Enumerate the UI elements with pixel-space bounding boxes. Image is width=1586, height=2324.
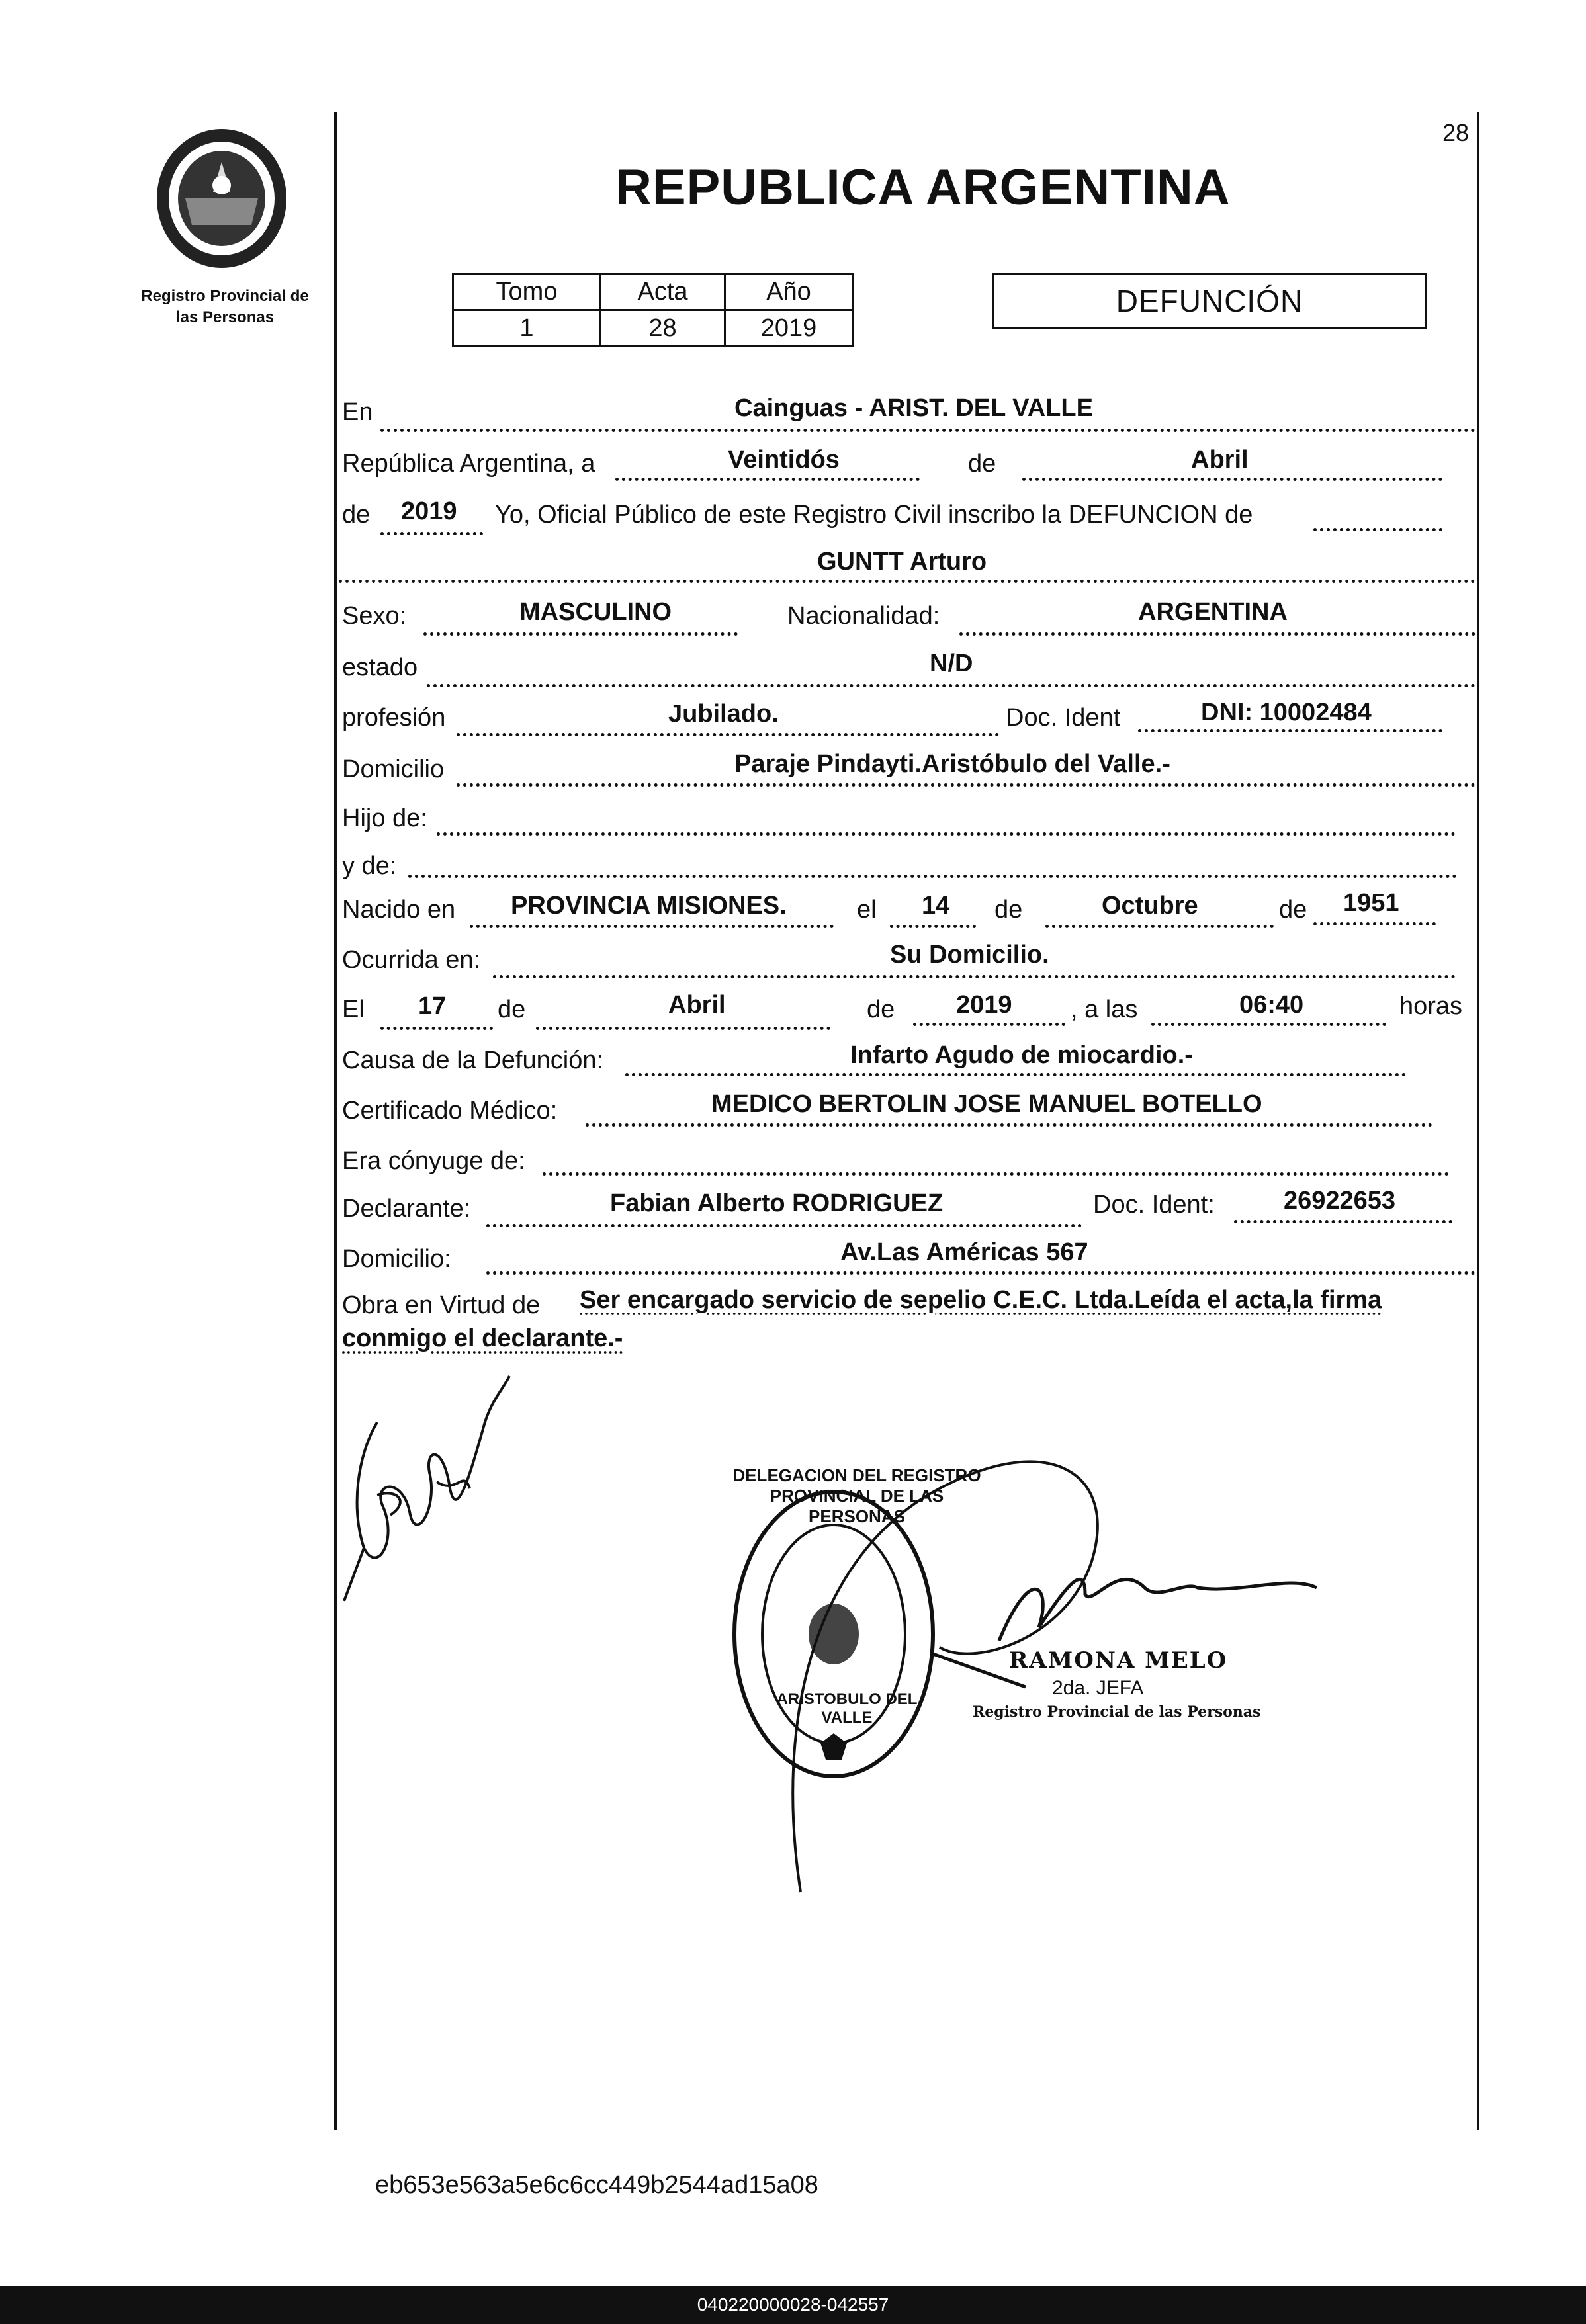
nacido-de2-label: de: [1279, 896, 1307, 924]
obra-value-line2: conmigo el declarante.-: [342, 1324, 623, 1352]
alas-label: , a las: [1071, 996, 1138, 1023]
obra-value-line1: Ser encargado servicio de sepelio C.E.C. Ltda.Leída el acta,la firma: [580, 1286, 1382, 1314]
nombre-dots: [339, 580, 1476, 583]
doc-ident-label: Doc. Ident: [1006, 704, 1121, 732]
horas-label: horas: [1399, 992, 1463, 1020]
footer-code: 040220000028-042557: [697, 2294, 889, 2315]
official-name: RAMONA MELO: [1009, 1647, 1228, 1674]
conyuge-label: Era cónyuge de:: [342, 1147, 525, 1175]
fallec-mes-dots: [536, 1027, 830, 1030]
province-seal-logo: [152, 126, 291, 271]
causa-label: Causa de la Defunción:: [342, 1047, 604, 1074]
nacido-value: PROVINCIA MISIONES.: [511, 892, 787, 920]
estado-value: N/D: [930, 650, 973, 677]
el2-label: El: [342, 996, 365, 1023]
ocurrida-dots: [493, 975, 1456, 978]
domicilio-value: Paraje Pindayti.Aristóbulo del Valle.-: [734, 750, 1170, 778]
page-number: 28: [1442, 119, 1470, 146]
doc-ident-value: DNI: 10002484: [1201, 699, 1372, 726]
hijo-dots: [437, 832, 1456, 836]
nacido-dia: 14: [922, 892, 950, 920]
dia-dots: [615, 478, 920, 481]
registry-label: [119, 286, 331, 328]
doc-ident2-dots: [1234, 1220, 1452, 1223]
ocurrida-value: Su Domicilio.: [890, 941, 1049, 968]
yde-dots: [408, 875, 1457, 878]
domicilio2-label: Domicilio:: [342, 1245, 451, 1273]
record-table: [452, 273, 854, 347]
anio-label: de: [342, 501, 371, 529]
obra-label: Obra en Virtud de: [342, 1291, 541, 1319]
inscribo-text: Yo, Oficial Público de este Registro Civil inscribo la DEFUNCION de: [495, 501, 1253, 529]
sexo-value: MASCULINO: [519, 598, 672, 626]
record-table-header: Tomo: [453, 274, 601, 310]
nombre-value: GUNTT Arturo: [817, 548, 987, 576]
certificado-dots: [586, 1123, 1432, 1127]
profesion-label: profesión: [342, 704, 446, 732]
en-value: Cainguas - ARIST. DEL VALLE: [734, 394, 1093, 422]
document-hash: eb653e563a5e6c6cc449b2544ad15a08: [375, 2171, 818, 2199]
nacido-mes-dots: [1045, 925, 1274, 928]
official-role: 2da. JEFA: [1052, 1677, 1144, 1699]
record-table-cell: 2019: [725, 310, 853, 347]
record-table-cell: 28: [601, 310, 725, 347]
record-table-cell: 1: [453, 310, 601, 347]
nacionalidad-dots: [959, 632, 1476, 636]
fallec-dia-dots: [380, 1027, 493, 1030]
nacionalidad-value: ARGENTINA: [1138, 598, 1288, 626]
nacido-el-label: el: [857, 896, 877, 924]
fallec-dia: 17: [418, 992, 447, 1020]
inscribo-dots: [1313, 528, 1442, 531]
mes-dots: [1022, 478, 1442, 481]
estado-dots: [427, 684, 1476, 687]
dia-value: Veintidós: [728, 446, 840, 474]
page-title: REPUBLICA ARGENTINA: [615, 159, 1231, 216]
stamp-inner-text: ARISTOBULO DEL VALLE: [776, 1690, 918, 1727]
registry-label-line2: las Personas: [175, 308, 275, 326]
conyuge-dots: [543, 1172, 1449, 1176]
doc-ident2-value: 26922653: [1284, 1187, 1396, 1215]
de-label: de: [968, 450, 996, 478]
declarante-label: Declarante:: [342, 1195, 471, 1223]
official-org: Registro Provincial de las Personas: [973, 1703, 1261, 1721]
causa-value: Infarto Agudo de miocardio.-: [850, 1041, 1193, 1069]
causa-dots: [625, 1073, 1406, 1076]
republica-label: República Argentina, a: [342, 450, 595, 478]
domicilio2-value: Av.Las Américas 567: [840, 1238, 1088, 1266]
fallec-mes: Abril: [668, 991, 726, 1019]
hora-dots: [1151, 1023, 1386, 1026]
hora-value: 06:40: [1239, 991, 1304, 1019]
fallec-anio: 2019: [956, 991, 1012, 1019]
record-table-header: Acta: [601, 274, 725, 310]
footer-code-bar: [0, 2286, 1586, 2324]
yde-label: y de:: [342, 852, 397, 880]
right-margin-line: [1477, 112, 1479, 2130]
hijo-label: Hijo de:: [342, 804, 427, 832]
domicilio-dots: [457, 783, 1476, 787]
declarant-signature: [337, 1376, 536, 1601]
nacido-anio-dots: [1313, 922, 1436, 925]
doc-ident2-label: Doc. Ident:: [1093, 1191, 1215, 1219]
profesion-value: Jubilado.: [668, 700, 779, 728]
nacido-dia-dots: [890, 925, 976, 928]
nacionalidad-label: Nacionalidad:: [787, 602, 940, 630]
domicilio2-dots: [486, 1271, 1476, 1275]
left-margin-line: [334, 112, 337, 2130]
stamp-ring-text: DELEGACION DEL REGISTRO PROVINCIAL DE LAS PERSONAS: [732, 1465, 981, 1526]
registry-label-line1: Registro Provincial de: [141, 287, 309, 305]
fallec-de2-label: de: [867, 996, 895, 1023]
record-type-box: [992, 273, 1427, 329]
nacido-de1-label: de: [994, 896, 1023, 924]
certificado-label: Certificado Médico:: [342, 1097, 558, 1125]
certificado-value: MEDICO BERTOLIN JOSE MANUEL BOTELLO: [711, 1090, 1262, 1118]
nacido-mes: Octubre: [1102, 892, 1198, 920]
fallec-de1-label: de: [498, 996, 526, 1023]
anio-value: 2019: [401, 497, 457, 525]
nacido-label: Nacido en: [342, 896, 456, 924]
en-dots: [380, 429, 1476, 432]
en-label: En: [342, 398, 373, 426]
ocurrida-label: Ocurrida en:: [342, 946, 481, 974]
anio-dots: [380, 532, 483, 535]
mes-value: Abril: [1191, 446, 1249, 474]
nacido-anio: 1951: [1343, 889, 1399, 917]
declarante-value: Fabian Alberto RODRIGUEZ: [610, 1189, 944, 1217]
declarante-dots: [486, 1224, 1082, 1227]
estado-label: estado: [342, 654, 418, 681]
domicilio-label: Domicilio: [342, 755, 445, 783]
sexo-dots: [423, 632, 738, 636]
record-table-header: Año: [725, 274, 853, 310]
profesion-dots: [457, 733, 999, 736]
record-type: DEFUNCIÓN: [1116, 284, 1303, 318]
nacido-dots: [470, 925, 834, 928]
sexo-label: Sexo:: [342, 602, 407, 630]
doc-ident-dots: [1138, 729, 1442, 732]
fallec-anio-dots: [913, 1023, 1065, 1026]
